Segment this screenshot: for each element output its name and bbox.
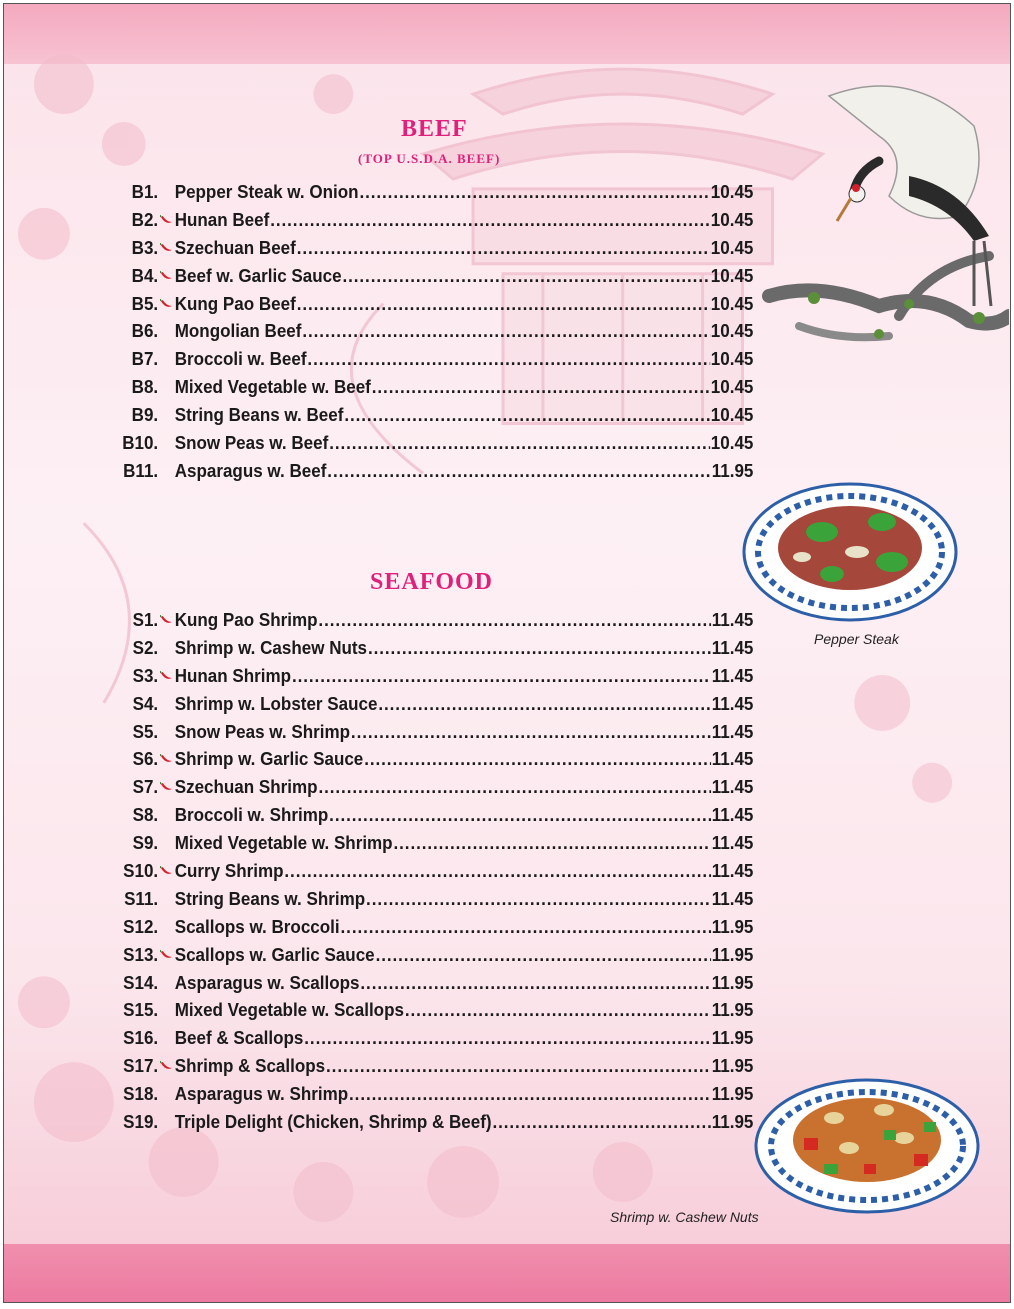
menu-item-name: Curry Shrimp bbox=[174, 859, 284, 881]
menu-item-row bbox=[114, 885, 753, 913]
menu-item-row bbox=[114, 290, 753, 318]
menu-item-code: B9. bbox=[131, 404, 159, 426]
menu-item-name: Broccoli w. Shrimp bbox=[174, 804, 329, 826]
chili-pepper-icon bbox=[158, 754, 175, 764]
menu-item-row bbox=[114, 317, 753, 345]
menu-item-code: B10. bbox=[122, 431, 159, 453]
menu-item-price: 11.95 bbox=[711, 1083, 754, 1105]
menu-item-name: Scallops w. Broccoli bbox=[174, 915, 340, 937]
chili-pepper-icon bbox=[158, 671, 175, 681]
menu-item-row bbox=[114, 429, 753, 457]
dot-leader bbox=[376, 944, 711, 966]
menu-item-name: String Beans w. Shrimp bbox=[174, 887, 366, 909]
menu-item-price: 11.45 bbox=[711, 692, 754, 714]
chili-pepper-icon bbox=[158, 299, 175, 309]
menu-item-code: B2. bbox=[131, 208, 159, 230]
chili-pepper-icon bbox=[158, 866, 175, 876]
menu-item-code: S5. bbox=[132, 720, 159, 742]
menu-item-row bbox=[114, 745, 753, 773]
dot-leader bbox=[359, 181, 709, 203]
dot-leader bbox=[292, 665, 711, 687]
menu-item-name: Hunan Shrimp bbox=[174, 664, 292, 686]
menu-item-price: 11.45 bbox=[711, 887, 754, 909]
beef-section-subtitle: (TOP U.S.D.A. BEEF) bbox=[358, 151, 501, 166]
menu-item-code: S3. bbox=[132, 664, 159, 686]
menu-item-price: 10.45 bbox=[710, 264, 754, 286]
menu-item-price: 10.45 bbox=[710, 320, 754, 342]
menu-item-code: B6. bbox=[131, 320, 159, 342]
menu-item-code: S13. bbox=[123, 943, 159, 965]
dot-leader bbox=[307, 348, 709, 370]
menu-item-price: 11.95 bbox=[711, 915, 754, 937]
pepper-steak-photo bbox=[742, 482, 958, 622]
menu-item-price: 11.95 bbox=[711, 943, 754, 965]
menu-item-price: 11.95 bbox=[711, 459, 754, 481]
menu-item-code: B7. bbox=[131, 348, 159, 370]
menu-item-row bbox=[114, 969, 753, 997]
menu-item-price: 11.95 bbox=[711, 1110, 754, 1132]
menu-item-code: S10. bbox=[123, 859, 159, 881]
menu-item-name: Mixed Vegetable w. Scallops bbox=[174, 999, 404, 1021]
menu-item-row bbox=[114, 941, 753, 969]
menu-item-row bbox=[114, 234, 753, 262]
menu-item-name: Pepper Steak w. Onion bbox=[174, 180, 359, 202]
chili-pepper-icon bbox=[158, 1061, 175, 1071]
chili-pepper-icon bbox=[158, 950, 175, 960]
menu-item-row bbox=[114, 829, 753, 857]
menu-item-row bbox=[114, 345, 753, 373]
menu-item-row bbox=[114, 913, 753, 941]
menu-item-price: 10.45 bbox=[710, 376, 754, 398]
crane-illustration bbox=[759, 66, 1009, 366]
dot-leader bbox=[302, 320, 710, 342]
menu-item-name: Broccoli w. Beef bbox=[174, 348, 307, 370]
dot-leader bbox=[341, 916, 711, 938]
menu-item-price: 11.45 bbox=[711, 776, 754, 798]
menu-item-code: S1. bbox=[132, 608, 159, 630]
dot-leader bbox=[342, 265, 709, 287]
menu-item-price: 10.45 bbox=[710, 404, 754, 426]
menu-item-name: Asparagus w. Beef bbox=[174, 459, 327, 481]
menu-item-price: 11.45 bbox=[711, 720, 754, 742]
menu-item-code: B4. bbox=[131, 264, 159, 286]
dot-leader bbox=[297, 293, 710, 315]
menu-item-row bbox=[114, 206, 753, 234]
menu-item-code: S19. bbox=[123, 1110, 159, 1132]
menu-item-row bbox=[114, 634, 753, 662]
menu-item-code: S8. bbox=[132, 804, 159, 826]
menu-item-code: B5. bbox=[131, 292, 159, 314]
menu-item-row bbox=[114, 373, 753, 401]
menu-item-name: Mixed Vegetable w. Beef bbox=[174, 376, 371, 398]
menu-item-code: S11. bbox=[124, 887, 159, 909]
menu-item-code: S15. bbox=[123, 999, 159, 1021]
menu-item-price: 10.45 bbox=[710, 180, 754, 202]
menu-item-row bbox=[114, 773, 753, 801]
dot-leader bbox=[318, 609, 710, 631]
menu-item-price: 11.45 bbox=[711, 608, 754, 630]
dot-leader bbox=[368, 637, 711, 659]
menu-item-row bbox=[114, 606, 753, 634]
dot-leader bbox=[329, 804, 711, 826]
dot-leader bbox=[393, 832, 710, 854]
dot-leader bbox=[326, 1055, 711, 1077]
menu-item-price: 11.45 bbox=[711, 832, 754, 854]
menu-item-name: Shrimp w. Garlic Sauce bbox=[174, 748, 364, 770]
menu-item-price: 11.45 bbox=[711, 804, 754, 826]
menu-item-code: S7. bbox=[132, 776, 159, 798]
dot-leader bbox=[378, 693, 710, 715]
menu-item-price: 11.95 bbox=[711, 1027, 754, 1049]
menu-item-code: S2. bbox=[132, 636, 159, 658]
menu-item-row bbox=[114, 262, 753, 290]
menu-item-name: Mixed Vegetable w. Shrimp bbox=[174, 832, 393, 854]
menu-item-name: Szechuan Shrimp bbox=[174, 776, 318, 798]
menu-item-price: 11.45 bbox=[711, 859, 754, 881]
menu-item-code: B3. bbox=[131, 236, 159, 258]
menu-item-price: 11.95 bbox=[711, 999, 754, 1021]
menu-item-row bbox=[114, 401, 753, 429]
menu-item-price: 11.95 bbox=[711, 971, 754, 993]
menu-item-code: S14. bbox=[123, 971, 159, 993]
dot-leader bbox=[351, 721, 711, 743]
menu-item-price: 10.45 bbox=[710, 208, 754, 230]
chili-pepper-icon bbox=[158, 782, 175, 792]
menu-item-code: S12. bbox=[123, 915, 159, 937]
pepper-steak-caption: Pepper Steak bbox=[814, 631, 899, 647]
dot-leader bbox=[492, 1111, 710, 1133]
menu-item-code: S6. bbox=[132, 748, 159, 770]
menu-item-price: 10.45 bbox=[710, 236, 754, 258]
menu-item-name: Hunan Beef bbox=[174, 208, 270, 230]
menu-item-price: 10.45 bbox=[710, 431, 754, 453]
menu-item-name: Beef & Scallops bbox=[174, 1027, 304, 1049]
dot-leader bbox=[270, 209, 710, 231]
dot-leader bbox=[372, 376, 710, 398]
dot-leader bbox=[405, 999, 711, 1021]
seafood-menu-list bbox=[114, 606, 754, 1136]
dot-leader bbox=[297, 237, 710, 259]
menu-item-row bbox=[114, 1052, 753, 1080]
menu-item-code: S16. bbox=[123, 1027, 159, 1049]
menu-item-row bbox=[114, 857, 753, 885]
chili-pepper-icon bbox=[158, 215, 175, 225]
menu-item-code: B11. bbox=[123, 459, 159, 481]
menu-item-name: Snow Peas w. Shrimp bbox=[174, 720, 351, 742]
menu-item-row bbox=[114, 457, 753, 485]
menu-item-row bbox=[114, 690, 753, 718]
seafood-section-title: SEAFOOD bbox=[370, 569, 494, 595]
menu-item-row bbox=[114, 1024, 753, 1052]
menu-item-name: Asparagus w. Shrimp bbox=[174, 1083, 349, 1105]
beef-menu-list bbox=[114, 178, 754, 485]
shrimp-cashew-photo bbox=[754, 1078, 980, 1214]
menu-item-code: S18. bbox=[123, 1083, 159, 1105]
menu-item-code: B1. bbox=[131, 180, 159, 202]
dot-leader bbox=[329, 432, 710, 454]
menu-item-row bbox=[114, 996, 753, 1024]
bottom-pink-band bbox=[4, 1244, 1010, 1302]
menu-item-price: 11.45 bbox=[711, 748, 754, 770]
dot-leader bbox=[318, 776, 710, 798]
dot-leader bbox=[284, 860, 710, 882]
menu-item-row bbox=[114, 801, 753, 829]
dot-leader bbox=[327, 460, 711, 482]
menu-item-name: Kung Pao Beef bbox=[174, 292, 296, 314]
menu-item-row bbox=[114, 1080, 753, 1108]
menu-item-price: 10.45 bbox=[710, 292, 754, 314]
menu-item-name: Kung Pao Shrimp bbox=[174, 608, 318, 630]
menu-item-price: 11.95 bbox=[711, 1055, 754, 1077]
menu-item-name: String Beans w. Beef bbox=[174, 404, 344, 426]
menu-item-name: Beef w. Garlic Sauce bbox=[174, 264, 342, 286]
dot-leader bbox=[344, 404, 710, 426]
menu-page bbox=[3, 3, 1011, 1303]
dot-leader bbox=[360, 972, 710, 994]
menu-item-name: Triple Delight (Chicken, Shrimp & Beef) bbox=[174, 1110, 492, 1132]
menu-item-price: 11.45 bbox=[711, 664, 754, 686]
menu-item-row bbox=[114, 178, 753, 206]
dot-leader bbox=[349, 1083, 711, 1105]
menu-item-name: Shrimp w. Lobster Sauce bbox=[174, 692, 378, 714]
beef-section-title: BEEF bbox=[401, 116, 468, 142]
shrimp-cashew-caption: Shrimp w. Cashew Nuts bbox=[610, 1209, 759, 1225]
menu-item-name: Asparagus w. Scallops bbox=[174, 971, 360, 993]
menu-item-code: S9. bbox=[132, 832, 159, 854]
chili-pepper-icon bbox=[158, 271, 175, 281]
menu-item-code: B8. bbox=[131, 376, 159, 398]
dot-leader bbox=[304, 1027, 711, 1049]
dot-leader bbox=[364, 748, 711, 770]
menu-item-name: Shrimp & Scallops bbox=[174, 1055, 326, 1077]
dot-leader bbox=[366, 888, 711, 910]
menu-item-price: 10.45 bbox=[710, 348, 754, 370]
menu-item-row bbox=[114, 662, 753, 690]
menu-item-name: Snow Peas w. Beef bbox=[174, 431, 329, 453]
menu-item-name: Shrimp w. Cashew Nuts bbox=[174, 636, 368, 658]
menu-item-row bbox=[114, 718, 753, 746]
menu-item-row bbox=[114, 1108, 753, 1136]
menu-item-name: Szechuan Beef bbox=[174, 236, 296, 258]
chili-pepper-icon bbox=[158, 243, 175, 253]
chili-pepper-icon bbox=[158, 615, 175, 625]
menu-item-code: S4. bbox=[132, 692, 159, 714]
menu-item-code: S17. bbox=[123, 1055, 159, 1077]
menu-item-name: Scallops w. Garlic Sauce bbox=[174, 943, 375, 965]
menu-item-price: 11.45 bbox=[711, 636, 754, 658]
menu-item-name: Mongolian Beef bbox=[174, 320, 302, 342]
